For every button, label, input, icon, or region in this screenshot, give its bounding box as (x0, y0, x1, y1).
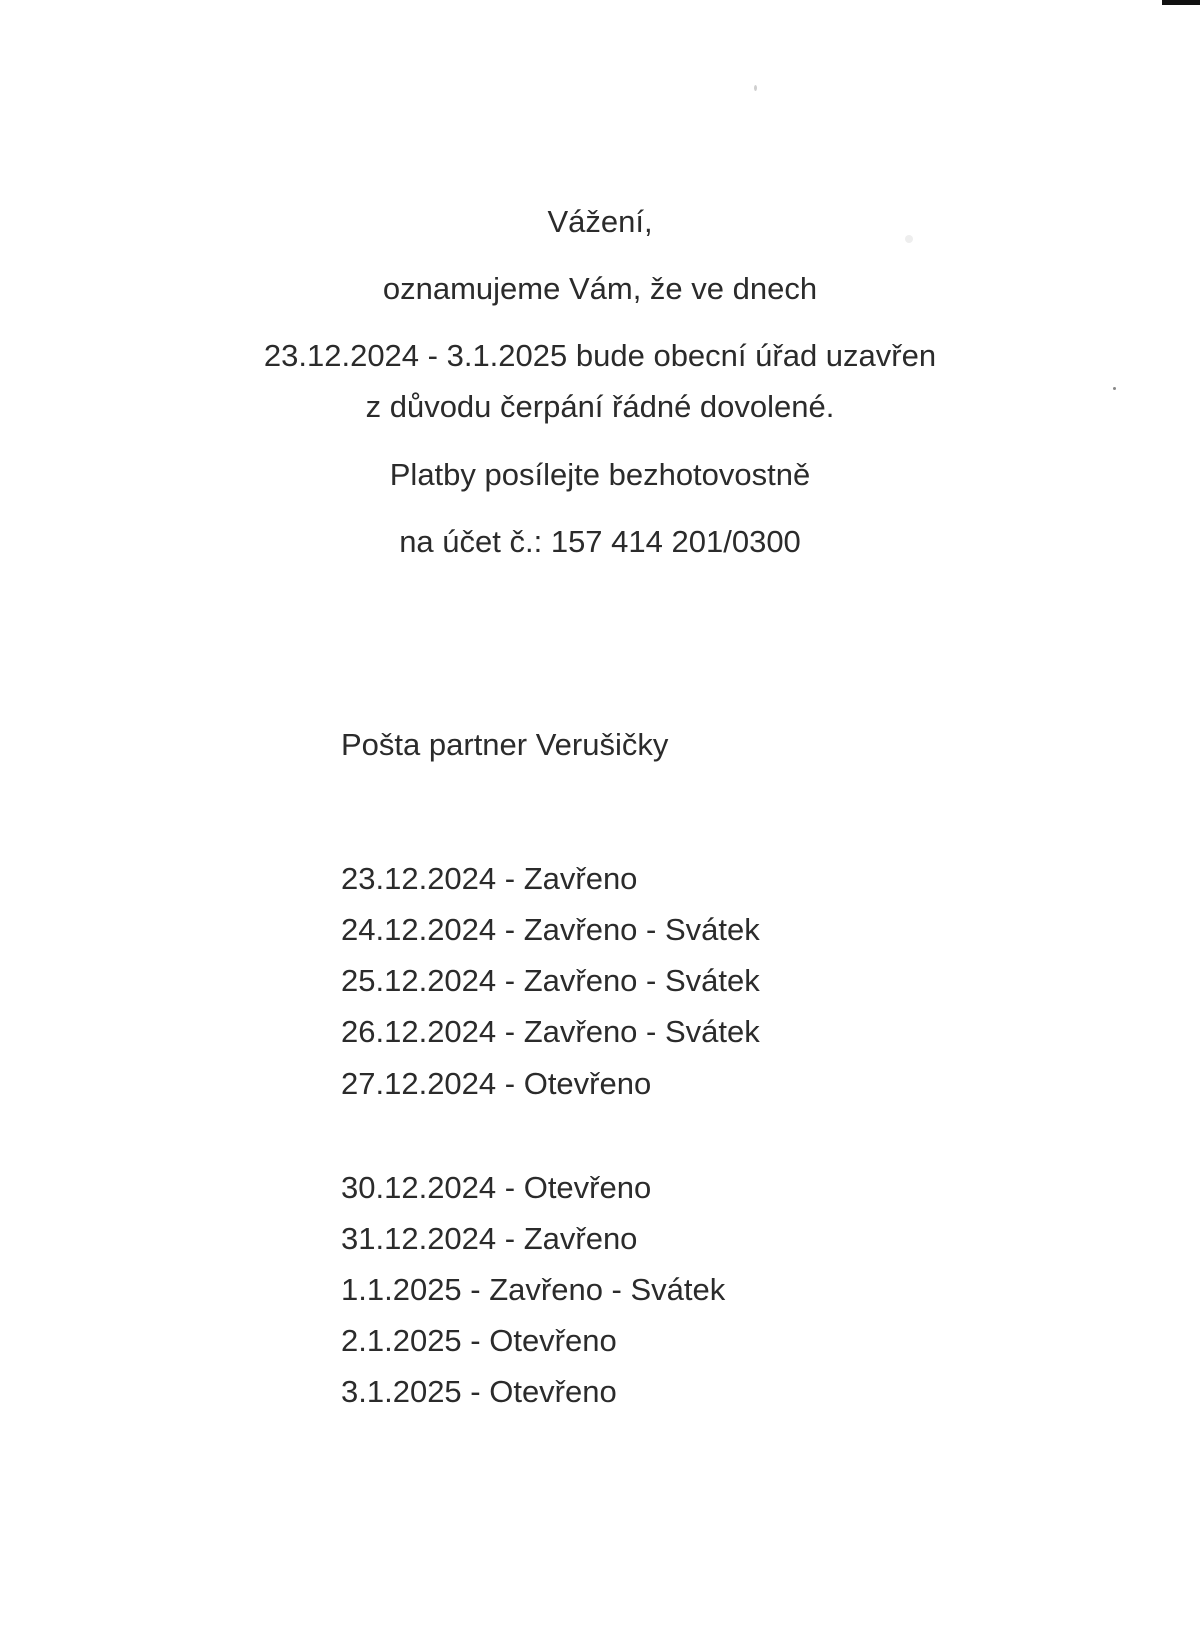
notice-line: 23.12.2024 - 3.1.2025 bude obecní úřad uzavřen (263, 338, 937, 373)
schedule-item: 23.12.2024 - Zavřeno (341, 861, 638, 896)
notice-line: z důvodu čerpání řádné dovolené. (365, 389, 835, 424)
scan-speck (754, 85, 757, 91)
schedule-item: 26.12.2024 - Zavřeno - Svátek (341, 1014, 760, 1049)
notice-line: oznamujeme Vám, že ve dnech (382, 271, 818, 306)
bank-account: na účet č.: 157 414 201/0300 (399, 524, 801, 559)
schedule-item: 24.12.2024 - Zavřeno - Svátek (341, 912, 760, 947)
schedule-item: 3.1.2025 - Otevřeno (341, 1374, 617, 1409)
schedule-item: 1.1.2025 - Zavřeno - Svátek (341, 1272, 726, 1307)
post-office-title: Pošta partner Verušičky (341, 727, 669, 762)
schedule-item: 31.12.2024 - Zavřeno (341, 1221, 638, 1256)
schedule-item: 2.1.2025 - Otevřeno (341, 1323, 617, 1358)
schedule-item: 30.12.2024 - Otevřeno (341, 1170, 652, 1205)
notice-line: Platby posílejte bezhotovostně (389, 457, 811, 492)
scan-edge-mark (1162, 0, 1200, 5)
greeting: Vážení, (547, 204, 653, 239)
schedule-item: 25.12.2024 - Zavřeno - Svátek (341, 963, 760, 998)
schedule-item: 27.12.2024 - Otevřeno (341, 1066, 652, 1101)
